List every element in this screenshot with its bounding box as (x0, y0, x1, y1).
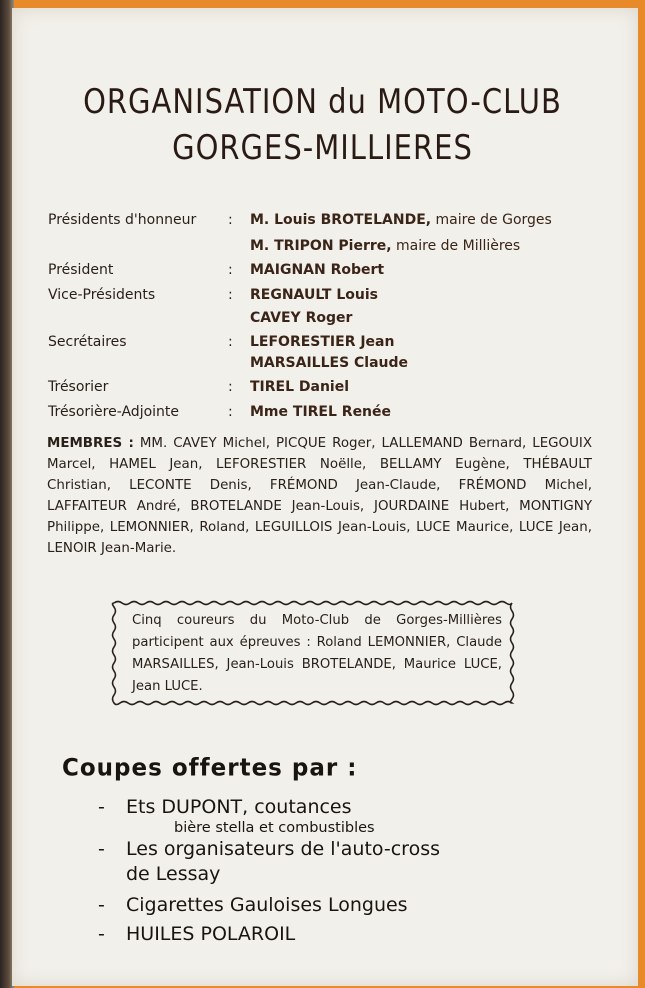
org-colon: : (228, 379, 233, 395)
dash: - (98, 838, 105, 860)
cup-item-text: Ets DUPONT, coutances (126, 796, 352, 818)
cup-item (98, 838, 558, 860)
org-colon: : (228, 404, 233, 420)
org-value (250, 379, 349, 396)
org-colon: : (228, 262, 233, 278)
dash: - (98, 923, 105, 945)
cup-item-text: Les organisateurs de l'auto-cross (126, 838, 441, 860)
cup-item-subtext: bière stella et combustibles (174, 820, 375, 836)
org-colon: : (228, 212, 233, 228)
title-line-1: ORGANISATION du MOTO-CLUB (83, 80, 562, 122)
org-name: TIREL Daniel (250, 379, 350, 395)
cup-item-text: Cigarettes Gauloises Longues (126, 894, 408, 916)
org-label: Trésorière-Adjointe (48, 404, 180, 420)
org-name: CAVEY Roger (250, 310, 353, 326)
cup-item-text: HUILES POLAROIL (126, 923, 296, 945)
org-colon: : (228, 287, 233, 303)
cup-item-continuation: de Lessay (126, 863, 221, 885)
org-label: Secrétaires (48, 334, 127, 350)
title-line-2: GORGES-MILLIERES (172, 126, 473, 168)
members-paragraph (47, 433, 592, 559)
cups-heading: Coupes offertes par : (62, 754, 358, 782)
org-value (250, 355, 408, 372)
org-name: M. TRIPON Pierre, (250, 238, 392, 254)
org-name: Mme TIREL Renée (250, 404, 392, 420)
members-heading: MEMBRES : (47, 436, 134, 451)
org-value (250, 238, 520, 255)
org-label: Présidents d'honneur (48, 212, 197, 228)
org-label: Président (48, 262, 114, 278)
org-value (250, 287, 378, 304)
cup-item (98, 796, 518, 818)
members-list: MM. CAVEY Michel, PICQUE Roger, LALLEMAND Bernard, LEGOUIX Marcel, HAMEL Jean, LEFORESTIER Noëlle, BELLAMY Eugène, THÉBAULT Christian, LECONTE Denis, FRÉMOND Jean-Claude, FRÉMOND Michel, LAFFAITEUR André, BROTELANDE Jean-Louis, JOURDAINE Hubert, MONTIGNY Philippe, LEMONNIER, Roland, LEGUILLOIS Jean-Louis, LUCE Maurice, LUCE Jean, LENOIR Jean-Marie. (47, 436, 593, 556)
org-value (250, 334, 394, 351)
org-name: LEFORESTIER Jean (250, 334, 395, 350)
org-label: Vice-Présidents (48, 287, 156, 303)
dash: - (98, 894, 105, 916)
org-suffix: maire de Millières (391, 238, 521, 254)
org-value (250, 212, 552, 229)
cup-item (98, 894, 558, 916)
org-colon: : (228, 334, 233, 350)
org-name: MAIGNAN Robert (250, 262, 385, 278)
org-value (250, 310, 352, 327)
org-value (250, 404, 391, 421)
org-name: REGNAULT Louis (250, 287, 378, 303)
cup-item (98, 923, 558, 945)
riders-text: Cinq coureurs du Moto-Club de Gorges-Millières participent aux épreuves : Roland LEMONNIER, Claude MARSAILLES, Jean-Louis BROTELANDE, Maurice LUCE, Jean LUCE. (132, 613, 502, 694)
org-label: Trésorier (48, 379, 109, 395)
org-name: M. Louis BROTELANDE, (250, 212, 432, 228)
org-suffix: maire de Gorges (431, 212, 552, 228)
dash: - (98, 796, 105, 818)
org-value (250, 262, 384, 279)
org-name: MARSAILLES Claude (250, 355, 409, 371)
